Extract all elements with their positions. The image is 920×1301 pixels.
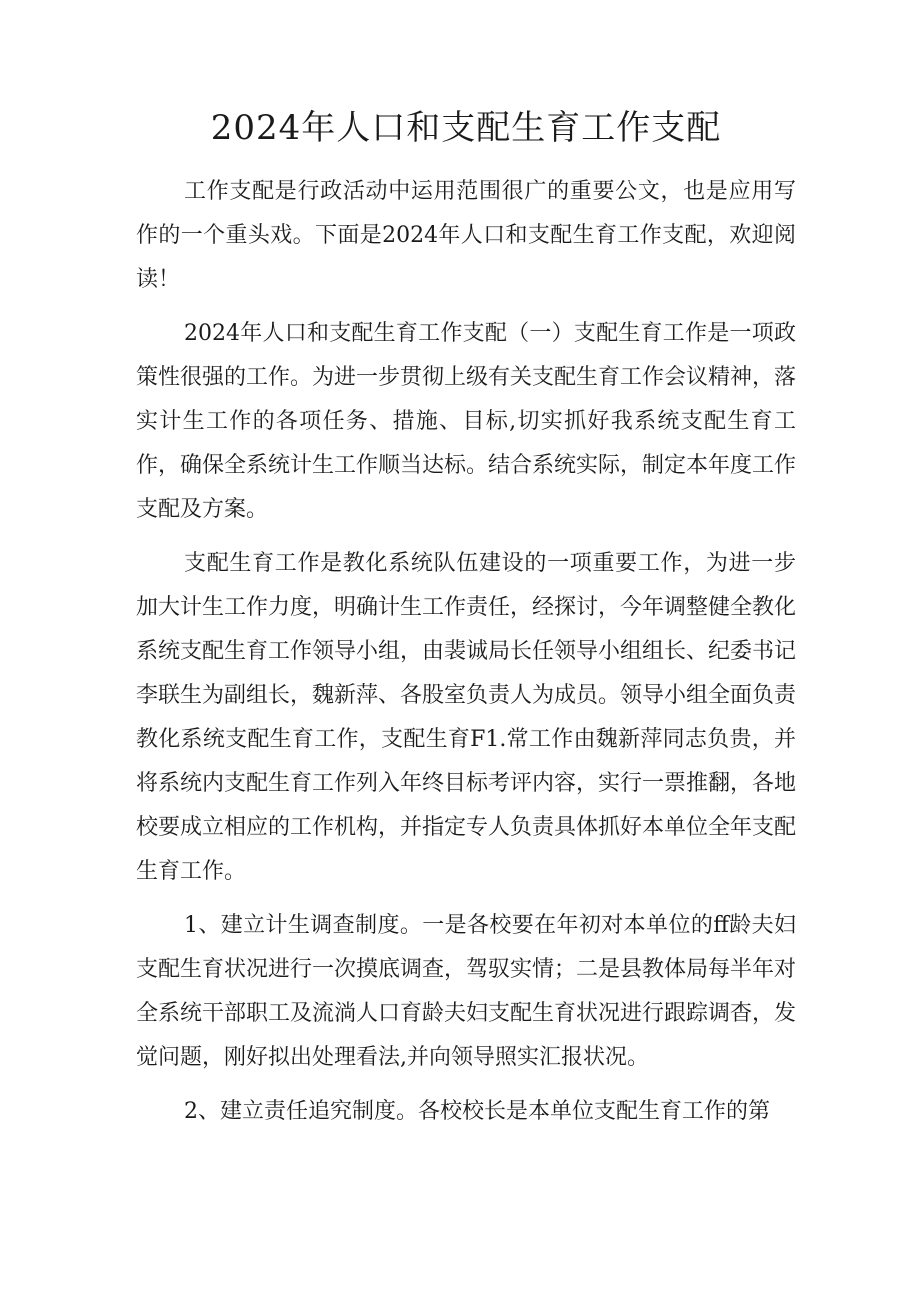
document-page — [136, 100, 796, 1134]
paragraph-plan-one: 2024年人口和支配生育工作支配（一）支配生育工作是一项政策性很强的工作。为进一步贯彻上级有关支配生育工作会议精神，落实计生工作的各项任务、措施、目标,切实抓好我系统支配生育工作，确保全系统计生工作顺当达标。结合系统实际，制定本年度工作支配及方案。 — [136, 321, 797, 522]
paragraph-leadership-group: 支配生育工作是教化系统队伍建设的一项重要工作，为进一步加大计生工作力度，明确计生工作责任，经探讨，今年调整健全教化系统支配生育工作领导小组，由裴诚局长任领导小组组长、纪委书记李联生为副组长，魏新萍、各股室负责人为成员。领导小组全面负责教化系统支配生育工作，支配生育F1.常工作由魏新萍同志负贵，并将系统内支配生育工作列入年终目标考评内容，实行一票推翻，各地校要成立相应的工作机构，并指定专人负责具体抓好本单位全年支配生育工作。 — [136, 551, 797, 884]
paragraph-accountability-system: 2、建立责任追究制度。各校校长是本单位支配生育工作的第 — [184, 1099, 770, 1124]
paragraph-intro: 工作支配是行政活动中运用范围很广的重要公文，也是应用写作的一个重头戏。下面是2024年人口和支配生育工作支配，欢迎阅读！ — [136, 179, 796, 292]
document-title: 2024年人口和支配生育工作支配 — [210, 108, 722, 148]
paragraph-survey-system: 1、建立计生调查制度。一是各校要在年初对本单位的ff龄夫妇支配生育状况进行一次摸底调查，驾驭实情；二是县教体局每半年对全系统干部职工及流淌人口育龄夫妇支配生育状况进行跟踪调杳，发觉问题，刚好拟出处理看法,并向领导照实汇报状况。 — [136, 913, 797, 1070]
